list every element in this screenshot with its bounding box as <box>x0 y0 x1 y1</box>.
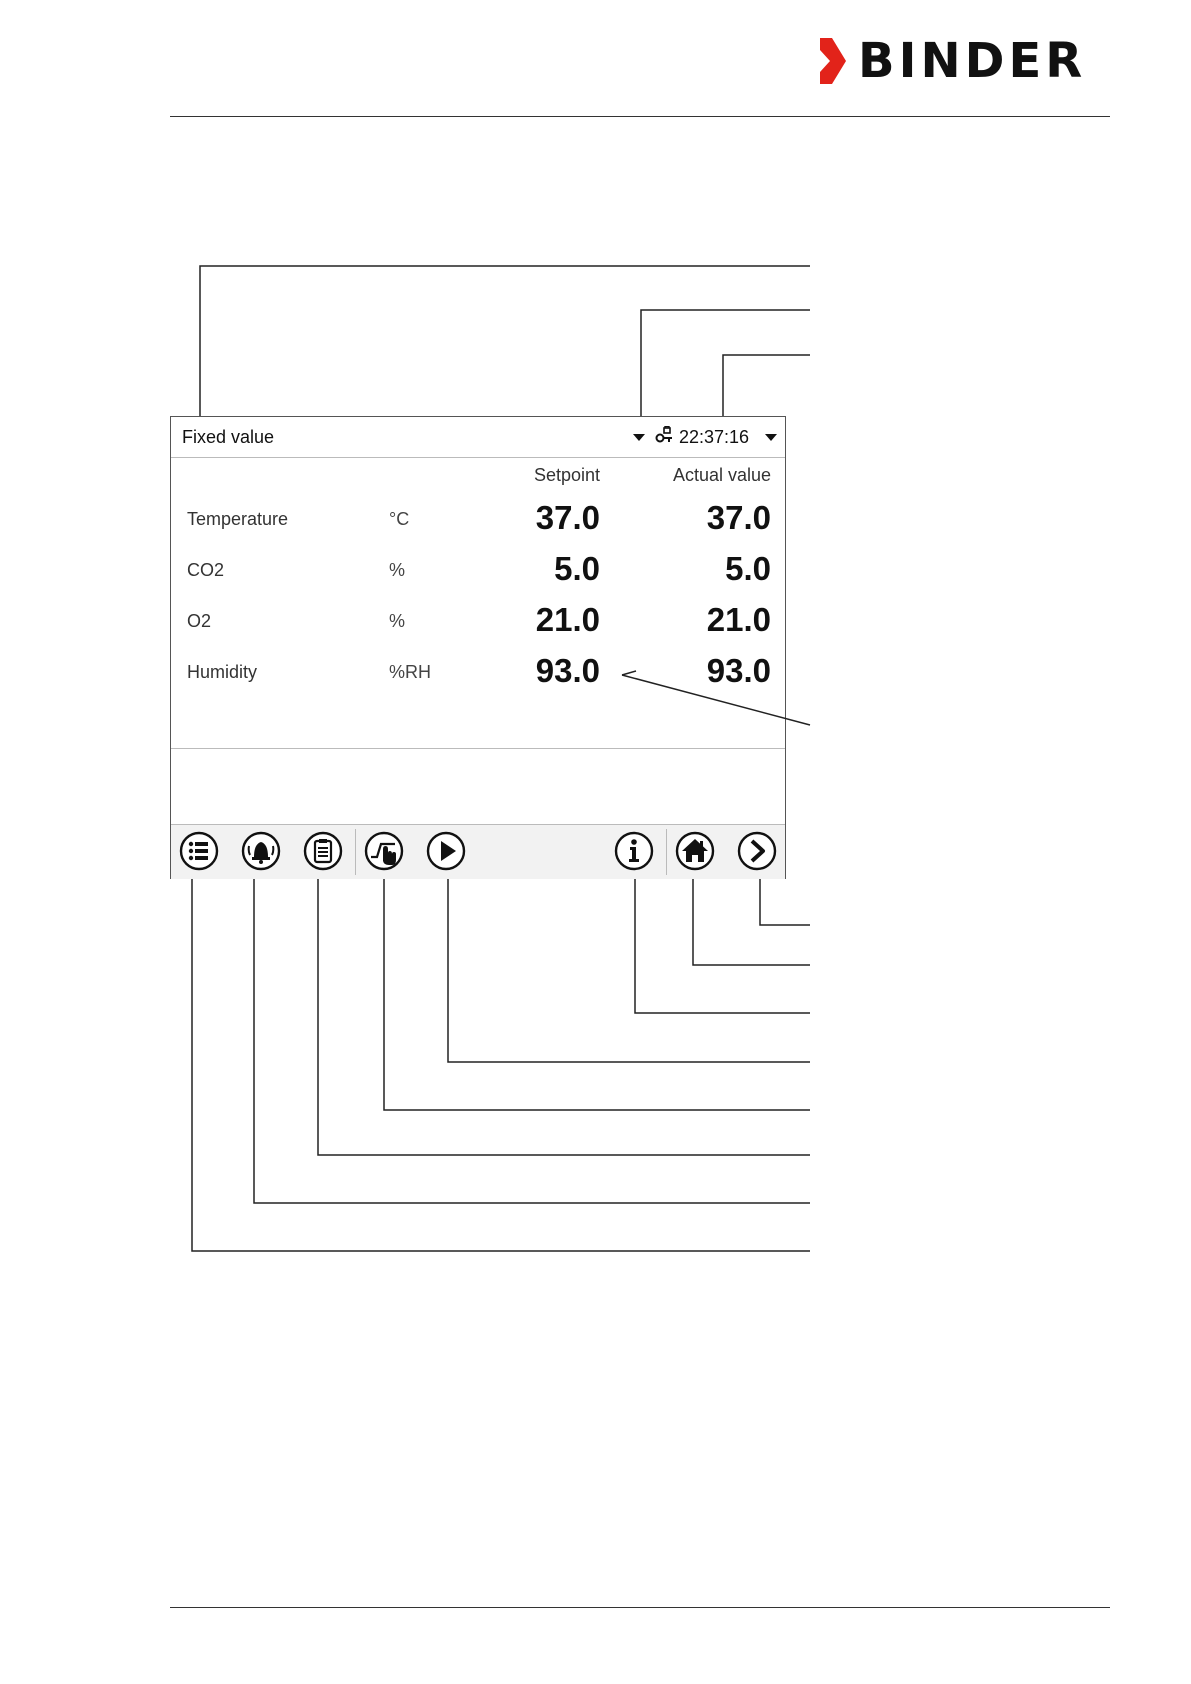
operating-mode-title: Fixed value <box>182 427 275 447</box>
message-area-divider <box>171 748 785 749</box>
parameter-unit: °C <box>389 509 410 529</box>
bottom-toolbar <box>171 824 785 879</box>
parameter-label: Humidity <box>187 662 258 682</box>
user-key-icon[interactable] <box>654 426 674 446</box>
parameter-unit: % <box>389 611 406 631</box>
play-icon[interactable] <box>426 831 466 871</box>
parameter-label: CO2 <box>187 560 225 580</box>
manual-control-icon[interactable] <box>364 831 404 871</box>
humidity-setpoint: 93.0 <box>535 652 600 689</box>
screen-title-bar <box>171 417 785 458</box>
info-icon[interactable] <box>614 831 654 871</box>
controller-screen <box>170 416 786 879</box>
parameter-label: Temperature <box>187 509 289 529</box>
toolbar-separator <box>355 829 356 875</box>
co2-setpoint: 5.0 <box>554 550 600 587</box>
alarm-bell-icon[interactable] <box>241 831 281 871</box>
binder-logo <box>818 33 1087 89</box>
date-time-dropdown-icon[interactable] <box>765 434 777 441</box>
notifications-dropdown-icon[interactable] <box>633 434 645 441</box>
actual-value-column-header: Actual value <box>672 465 771 485</box>
parameter-unit: %RH <box>389 662 432 682</box>
clipboard-icon[interactable] <box>303 831 343 871</box>
humidity-actual: 93.0 <box>706 652 771 689</box>
o2-setpoint: 21.0 <box>535 601 600 638</box>
clock-time: 22:37:16 <box>679 427 750 447</box>
header-rule <box>170 116 1110 117</box>
co2-actual: 5.0 <box>725 550 771 587</box>
binder-logo-mark <box>818 38 848 84</box>
setpoint-column-header: Setpoint <box>533 465 600 485</box>
binder-logo-text: BINDER <box>858 33 1087 89</box>
chevron-right-icon[interactable] <box>737 831 777 871</box>
parameter-label: O2 <box>187 611 212 631</box>
temperature-setpoint: 37.0 <box>535 499 600 536</box>
parameter-unit: % <box>389 560 406 580</box>
temperature-actual: 37.0 <box>706 499 771 536</box>
home-icon[interactable] <box>675 831 715 871</box>
o2-actual: 21.0 <box>706 601 771 638</box>
footer-rule <box>170 1607 1110 1608</box>
menu-icon[interactable] <box>179 831 219 871</box>
toolbar-separator <box>666 829 667 875</box>
